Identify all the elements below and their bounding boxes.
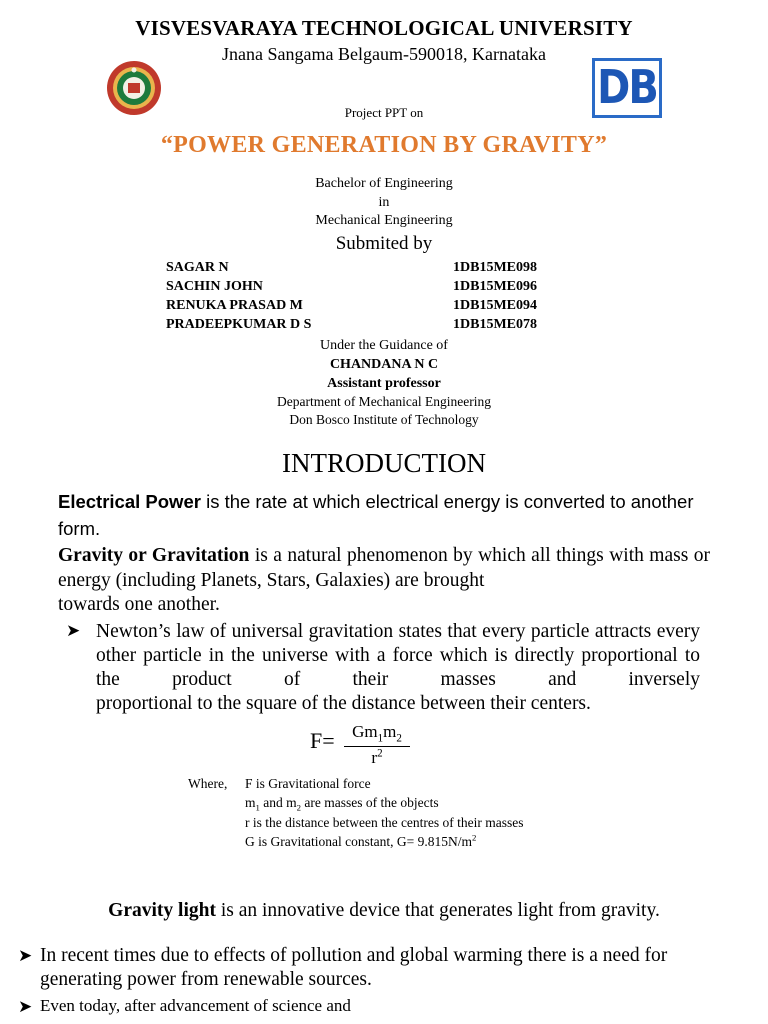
gravity-definition-end: towards one another.: [58, 594, 220, 615]
science-bullet: Even today, after advancement of science and: [40, 996, 351, 1015]
subtitle: Project PPT on: [344, 105, 424, 120]
gravity-light-line: [0, 900, 768, 922]
definition-masses: $m_1$ and $m_2$ are masses of the objects: [245, 795, 439, 813]
student-name: RENUKA PRASAD M: [166, 298, 303, 313]
bullet-arrow-icon: ➤: [66, 621, 81, 641]
renewable-bullet: In recent times due to effects of pollution and global warming there is a need for generating power from renewable sources.: [40, 945, 668, 990]
definition-r: r is the distance between the centres of their masses: [245, 815, 524, 830]
where-label: Where,: [188, 776, 228, 791]
gravity-paragraph: [58, 544, 710, 618]
degree-line-3: Mechanical Engineering: [315, 213, 453, 228]
introduction-heading: INTRODUCTION: [282, 448, 486, 478]
newton-law-text-end: proportional to the square of the distance between their centers.: [96, 693, 591, 714]
university-address: Jnana Sangama Belgaum-590018, Karnataka: [222, 44, 546, 64]
guidance-label: Under the Guidance of: [320, 338, 448, 353]
college-logo-text: DB: [597, 61, 657, 115]
newton-law-text: Newton’s law of universal gravitation states that every particle attracts every other particle in the universe with a force which is directly proportional to the product of their masses and inversely: [96, 621, 700, 690]
gravity-light-term: Gravity light: [108, 900, 216, 921]
student-usn: 1DB15ME094: [453, 298, 537, 313]
formula-numerator: $Gm_1m_2$: [352, 722, 402, 745]
submitted-by-label: Submited by: [335, 233, 433, 254]
student-name: SAGAR N: [166, 260, 229, 275]
degree-line-1: Bachelor of Engineering: [315, 176, 453, 191]
department-name: Department of Mechanical Engineering: [276, 394, 492, 409]
degree-line-2: in: [378, 195, 390, 210]
gravity-light-definition: is an innovative device that generates light from gravity.: [215, 900, 660, 921]
newton-law-bullet: [96, 620, 700, 716]
formula-denominator: $r^2$: [371, 747, 383, 767]
electrical-power-paragraph: [58, 488, 718, 542]
student-usn: 1DB15ME078: [453, 317, 537, 332]
university-name: VISVESVARAYA TECHNOLOGICAL UNIVERSITY: [135, 16, 633, 40]
bullet-arrow-icon: ➤: [18, 946, 33, 966]
bullet-arrow-icon: ➤: [18, 997, 33, 1017]
student-name: SACHIN JOHN: [166, 279, 263, 294]
definition-g: G is Gravitational constant, $G= 9.815N/m^2$: [245, 832, 477, 849]
guide-designation: Assistant professor: [327, 376, 441, 391]
student-name: PRADEEPKUMAR D S: [166, 317, 312, 332]
formula-lhs: F=: [310, 728, 335, 753]
project-title: “POWER GENERATION BY GRAVITY”: [160, 132, 608, 158]
electrical-power-definition: is the rate at which electrical energy is converted to another form.: [58, 491, 694, 539]
gravity-definition: is a natural phenomenon by which all things with mass or energy (including Planets, Stars, Galaxies) are brought: [58, 545, 710, 591]
student-usn: 1DB15ME096: [453, 279, 537, 294]
electrical-power-term: Electrical Power: [58, 491, 201, 512]
institute-name: Don Bosco Institute of Technology: [289, 412, 479, 427]
student-usn: 1DB15ME098: [453, 260, 537, 275]
gravity-term: Gravity or Gravitation: [58, 545, 250, 566]
guide-name: CHANDANA N C: [329, 357, 439, 372]
definition-f: F is Gravitational force: [245, 776, 371, 791]
